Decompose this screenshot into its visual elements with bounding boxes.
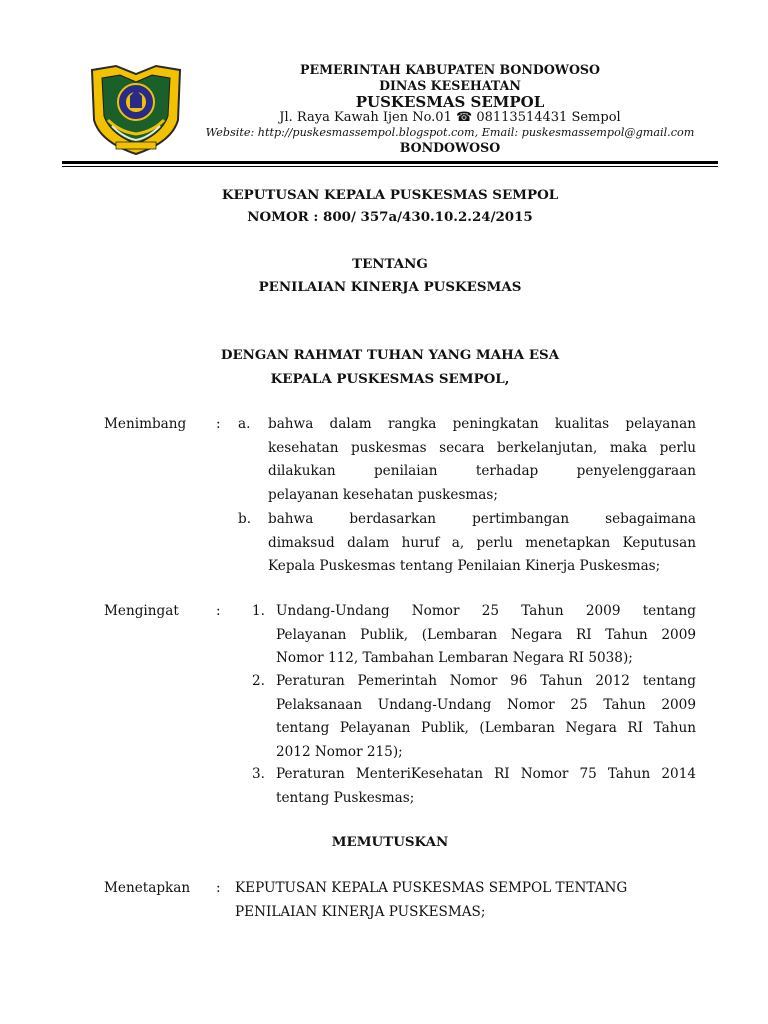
regency-logo [86, 60, 186, 158]
text-line: PENILAIAN KINERJA PUSKESMAS; [235, 903, 486, 920]
menimbang-label: Menimbang [104, 416, 187, 432]
decree-subject: PENILAIAN KINERJA PUSKESMAS [258, 279, 522, 295]
phone-icon: ☎ [456, 110, 473, 125]
menimbang-colon: : [216, 416, 221, 432]
text-line: dimaksud dalam huruf a, perlu menetapkan Keputusan [268, 534, 696, 551]
decree-title: KEPUTUSAN KEPALA PUSKESMAS SEMPOL [221, 187, 559, 203]
decree-number: NOMOR : 800/ 357a/430.10.2.24/2015 [247, 209, 533, 225]
text-line: Undang-Undang Nomor 25 Tahun 2009 tentang [276, 603, 696, 619]
mengingat-colon: : [216, 603, 221, 619]
menimbang-mark-b: b. [238, 511, 252, 527]
text-line: bahwa berdasarkan pertimbangan sebagaimana [268, 511, 696, 527]
header-rule-thin [62, 166, 718, 167]
text-line: tentang Pelayanan Publik, (Lembaran Negara RI Tahun [276, 720, 696, 736]
text-line: Nomor 112, Tambahan Lembaran Negara RI 5038); [276, 650, 633, 666]
address-text: Jl. Raya Kawah Ijen No.01 [279, 110, 452, 125]
letterhead-institution: PUSKESMAS SEMPOL [355, 93, 545, 111]
text-line: Peraturan MenteriKesehatan RI Nomor 75 Tahun 2014 [276, 766, 696, 782]
letterhead-contact: Website: http://puskesmassempol.blogspot.com, Email: puskesmassempol@gmail.com [205, 126, 695, 139]
mengingat-item-2 [276, 670, 696, 764]
menimbang-item-b [268, 508, 696, 579]
mengingat-mark-1: 1. [252, 603, 265, 619]
menetapkan-text [235, 877, 705, 924]
blessing-line: DENGAN RAHMAT TUHAN YANG MAHA ESA [220, 347, 560, 363]
text-line: Kepala Puskesmas tentang Penilaian Kinerja Puskesmas; [268, 558, 661, 574]
mengingat-mark-3: 3. [252, 766, 265, 782]
mengingat-item-1 [276, 600, 696, 671]
text-line: Peraturan Pemerintah Nomor 96 Tahun 2012 tentang [276, 673, 696, 689]
letterhead-department: DINAS KESEHATAN [379, 78, 521, 93]
text-line: Pelaksanaan Undang-Undang Nomor 25 Tahun 2009 [276, 696, 696, 713]
text-line: dilakukan penilaian terhadap penyelenggaraan [268, 463, 696, 479]
text-line: tentang Puskesmas; [276, 789, 415, 806]
letterhead-government: PEMERINTAH KABUPATEN BONDOWOSO [300, 62, 600, 77]
text-line: pelayanan kesehatan puskesmas; [268, 486, 498, 503]
coat-of-arms-icon [86, 60, 186, 158]
text-line: KEPUTUSAN KEPALA PUSKESMAS SEMPOL TENTANG [235, 880, 628, 896]
letterhead-address [180, 110, 720, 125]
mengingat-item-3 [276, 763, 696, 810]
menetapkan-label: Menetapkan [104, 880, 191, 896]
menimbang-mark-a: a. [238, 416, 251, 432]
text-line: kesehatan puskesmas secara berkelanjutan, maka perlu [268, 439, 696, 456]
text-line: Pelayanan Publik, (Lembaran Negara RI Tahun 2009 [276, 626, 696, 643]
decides-heading: MEMUTUSKAN [331, 834, 449, 850]
text-line: bahwa dalam rangka peningkatan kualitas pelayanan [268, 416, 696, 432]
about-heading: TENTANG [352, 256, 428, 272]
menimbang-item-a [268, 413, 696, 507]
letterhead-city: BONDOWOSO [399, 140, 501, 155]
menetapkan-colon: : [216, 880, 221, 896]
text-line: 2012 Nomor 215); [276, 743, 403, 760]
header-rule-thick [62, 161, 718, 164]
mengingat-mark-2: 2. [252, 673, 265, 689]
mengingat-label: Mengingat [104, 603, 179, 619]
phone-number: 08113514431 Sempol [476, 110, 621, 125]
issuer-line: KEPALA PUSKESMAS SEMPOL, [270, 371, 510, 387]
